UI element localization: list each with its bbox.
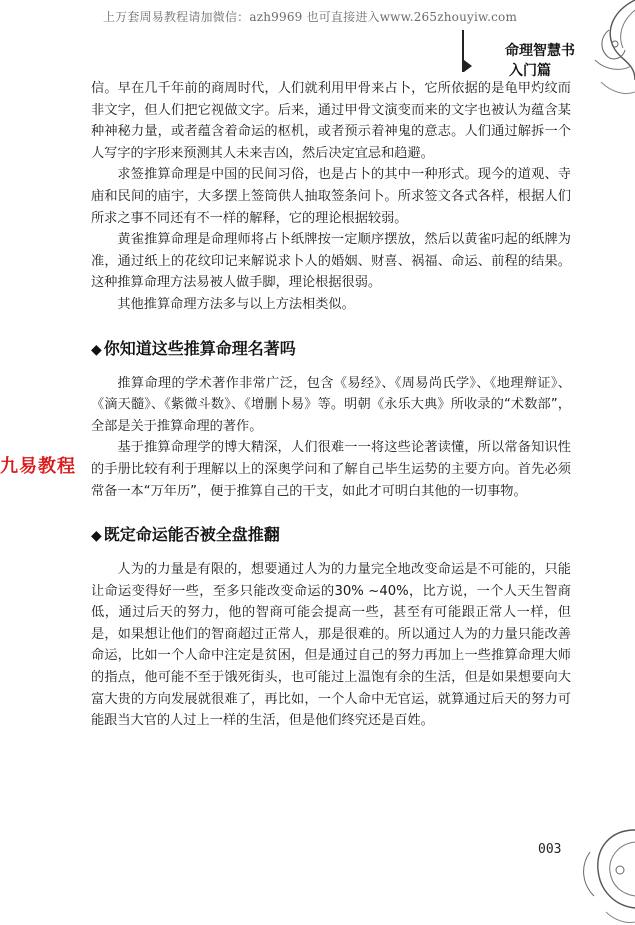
header-rule-wedge: [464, 60, 472, 72]
book-title: 命理智慧书: [505, 43, 575, 59]
paragraph: 基于推算命理学的博大精深，人们很难一一将这些论著读懂，所以常备知识性的手册比较有利于理解以上的深奥学问和了解自己毕生运势的主要方向。首先必须常备一本“万年历”，便于推算自己的干支，如此才可明白其他的一切事物。: [91, 440, 571, 499]
paragraph: 信。早在几千年前的商周时代，人们就利用甲骨来占卜，它所依据的是龟甲灼纹而非文字，但人们把它视做文字。后来，通过甲骨文演变而来的文字也被认为蕴含某种神秘力量，或者蕴含着命运的枢机，或者预示着神鬼的意志。人们通过解拆一个人写字的字形来预测其人未来吉凶，然后决定宜忌和趋避。: [91, 81, 571, 161]
section-heading: [91, 524, 571, 547]
diamond-bullet-icon: ◆: [91, 528, 102, 545]
decorative-ornament-bottom: [550, 822, 635, 925]
section-heading-text: 你知道这些推算命理名著吗: [103, 338, 296, 358]
paragraph: 人为的力量是有限的，想要通过人为的力量完全地改变命运是不可能的，只能让命运变得好一些，至多只能改变命运的30% ~40%，比方说，一个人天生智商低，通过后天的努力，他的智商可能会提高一些，甚至有可能跟正常人一样，但是，如果想让他们的智商超过正常人，那是很难的。所以通过人为的力量只能改善命运，比如一个人命中注定是贫困，但是通过自己的努力再加上一些推算命理大师的指点，他可能不至于饿死街头，也可能过上温饱有余的生活，但是如果想要向大富大贵的方向发展就很难了，再比如，一个人命中无官运，就算通过后天的努力可能跟当大官的人过上一样的生活，但是他们终究还是百姓。: [91, 562, 571, 729]
paragraph: 黄雀推算命理是命理师将占卜纸牌按一定顺序摆放，然后以黄雀叼起的纸牌为准，通过纸上的花纹印记来解说求卜人的婚姻、财喜、祸福、命运、前程的结果。这种推算命理方法易被人做手脚，理论根据很弱。: [91, 232, 571, 291]
paragraph: 求签推算命理是中国的民间习俗，也是占卜的其中一种形式。现今的道观、寺庙和民间的庙宇，大多摆上签筒供人抽取签条问卜。所求签文各式各样，根据人们所求之事不同还有不一样的解释，它的理论根据较弱。: [91, 167, 571, 226]
section-heading-text: 既定命运能否被全盘推翻: [103, 525, 280, 545]
watermark-text: 上万套周易教程请加微信：azh9969 也可直接进入www.265zhouyiw.com: [102, 10, 518, 24]
body-text: [91, 78, 571, 732]
section-heading: [91, 338, 571, 361]
running-header: [505, 40, 575, 80]
paragraph: 推算命理的学术著作非常广泛，包含《易经》、《周易尚氏学》、《地理辩证》、《滴天髓》、《紫微斗数》、《增删卜易》等。明朝《永乐大典》所收录的“术数部”，全部是关于推算命理的著作。: [91, 375, 571, 434]
decorative-ornament-top: [565, 0, 635, 110]
page-number: 003: [538, 842, 562, 857]
paragraph: 其他推算命理方法多与以上方法相类似。: [117, 296, 355, 312]
side-logo-text: 九易教程: [0, 456, 76, 477]
book-subtitle: 入门篇: [509, 63, 551, 79]
diamond-bullet-icon: ◆: [91, 341, 102, 358]
